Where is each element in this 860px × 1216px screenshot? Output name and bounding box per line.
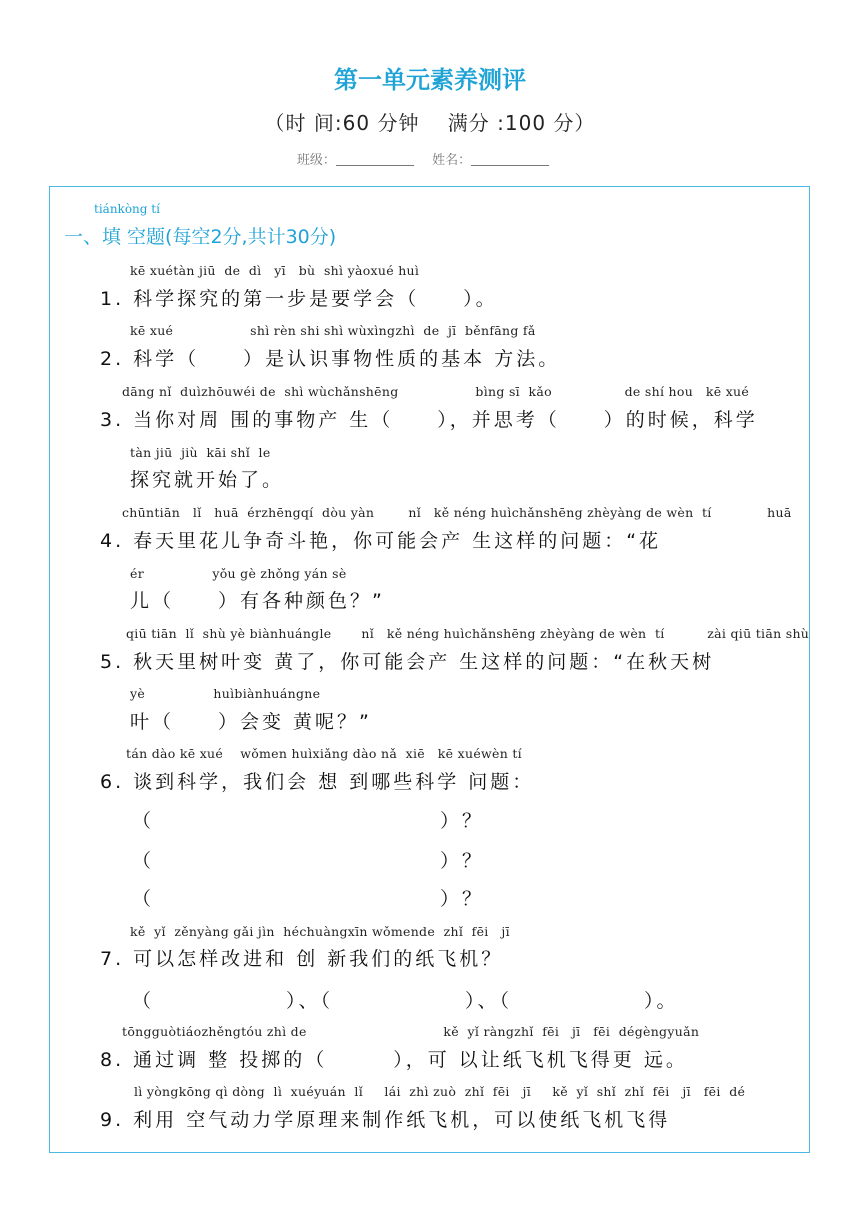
question-pinyin: chūntiān lǐ huā érzhēngqí dòu yàn nǐ kě néng huìchǎnshēng zhèyàng de wèn tí huā	[122, 505, 792, 520]
question-text: 4. 春天里花儿争奇斗艳，你可能会产 生这样的问题：“花	[100, 530, 662, 552]
question-pinyin: lì yòngkōng qì dòng lì xuéyuán lǐ lái zhì zuò zhǐ fēi jī kě yǐ shǐ zhǐ fēi jī fēi dé	[134, 1084, 746, 1099]
answer-blank[interactable]: （ ）？	[132, 850, 485, 872]
question-text: 8. 通过调 整 投掷的（ ），可 以让纸飞机飞得更 远。	[100, 1049, 688, 1071]
question-pinyin: dāng nǐ duìzhōuwéi de shì wùchǎnshēng bìng sī kǎo de shí hou kē xué	[122, 384, 750, 399]
question-text: 1. 科学探究的第一步是要学会（ ）。	[100, 288, 498, 310]
question-pinyin: kě yǐ zěnyàng gǎi jìn héchuàngxīn wǒmende zhǐ fēi jī	[130, 924, 510, 939]
question-pinyin: yè huìbiànhuángne	[130, 686, 321, 701]
section-pinyin: tiánkòng tí	[94, 202, 160, 216]
question-text: 3. 当你对周 围的事物产 生（ ），并思考（ ）的时候，科学	[100, 409, 758, 431]
name-label: 姓名：	[432, 153, 472, 168]
page-title: 第一单元素养测评	[334, 66, 526, 94]
question-text: 5. 秋天里树叶变 黄了，你可能会产 生这样的问题：“在秋天树	[100, 651, 715, 673]
question-text: 6. 谈到科学，我们会 想 到哪些科学 问题：	[100, 771, 535, 793]
question-pinyin: qiū tiān lǐ shù yè biànhuángle nǐ kě néng huìchǎnshēng zhèyàng de wèn tí zài qiū tiān shù	[126, 626, 810, 641]
question-text: 2. 科学（ ）是认识事物性质的基本 方法。	[100, 348, 561, 370]
answer-blank[interactable]: （ ）、（ ）、（ ）。	[132, 990, 679, 1012]
question-pinyin: tàn jiū jiù kāi shǐ le	[130, 445, 271, 460]
question-text: 7. 可以怎样改进和 创 新我们的纸飞机？	[100, 948, 504, 970]
class-label: 班级：	[296, 153, 336, 168]
exam-meta: （时 间:60 分钟 满分 :100 分）	[264, 111, 596, 135]
question-text: 探究就开始了。	[130, 469, 285, 491]
question-text: 儿（ ）有各种颜色？”	[130, 590, 385, 612]
question-pinyin: kē xué shì rèn shi shì wùxìngzhì de jī běnfāng fǎ	[130, 323, 536, 338]
question-pinyin: kē xuétàn jiū de dì yī bù shì yàoxué huì	[130, 263, 420, 278]
section-title: 一、填 空题(每空2分,共计30分)	[64, 226, 337, 248]
answer-blank[interactable]: （ ）？	[132, 810, 485, 832]
question-text: 叶（ ）会变 黄呢？”	[130, 711, 372, 733]
class-field[interactable]	[336, 152, 414, 166]
question-pinyin: tán dào kē xué wǒmen huìxiǎng dào nǎ xiē kē xuéwèn tí	[126, 746, 522, 761]
student-info	[0, 149, 860, 168]
question-text: 9. 利用 空气动力学原理来制作纸飞机，可以使纸飞机飞得	[100, 1109, 671, 1131]
name-field[interactable]	[471, 152, 549, 166]
question-pinyin: ér yǒu gè zhǒng yán sè	[130, 566, 347, 581]
question-pinyin: tōngguòtiáozhěngtóu zhì de kě yǐ ràngzhǐ fēi jī fēi dégèngyuǎn	[122, 1024, 700, 1039]
answer-blank[interactable]: （ ）？	[132, 888, 485, 910]
